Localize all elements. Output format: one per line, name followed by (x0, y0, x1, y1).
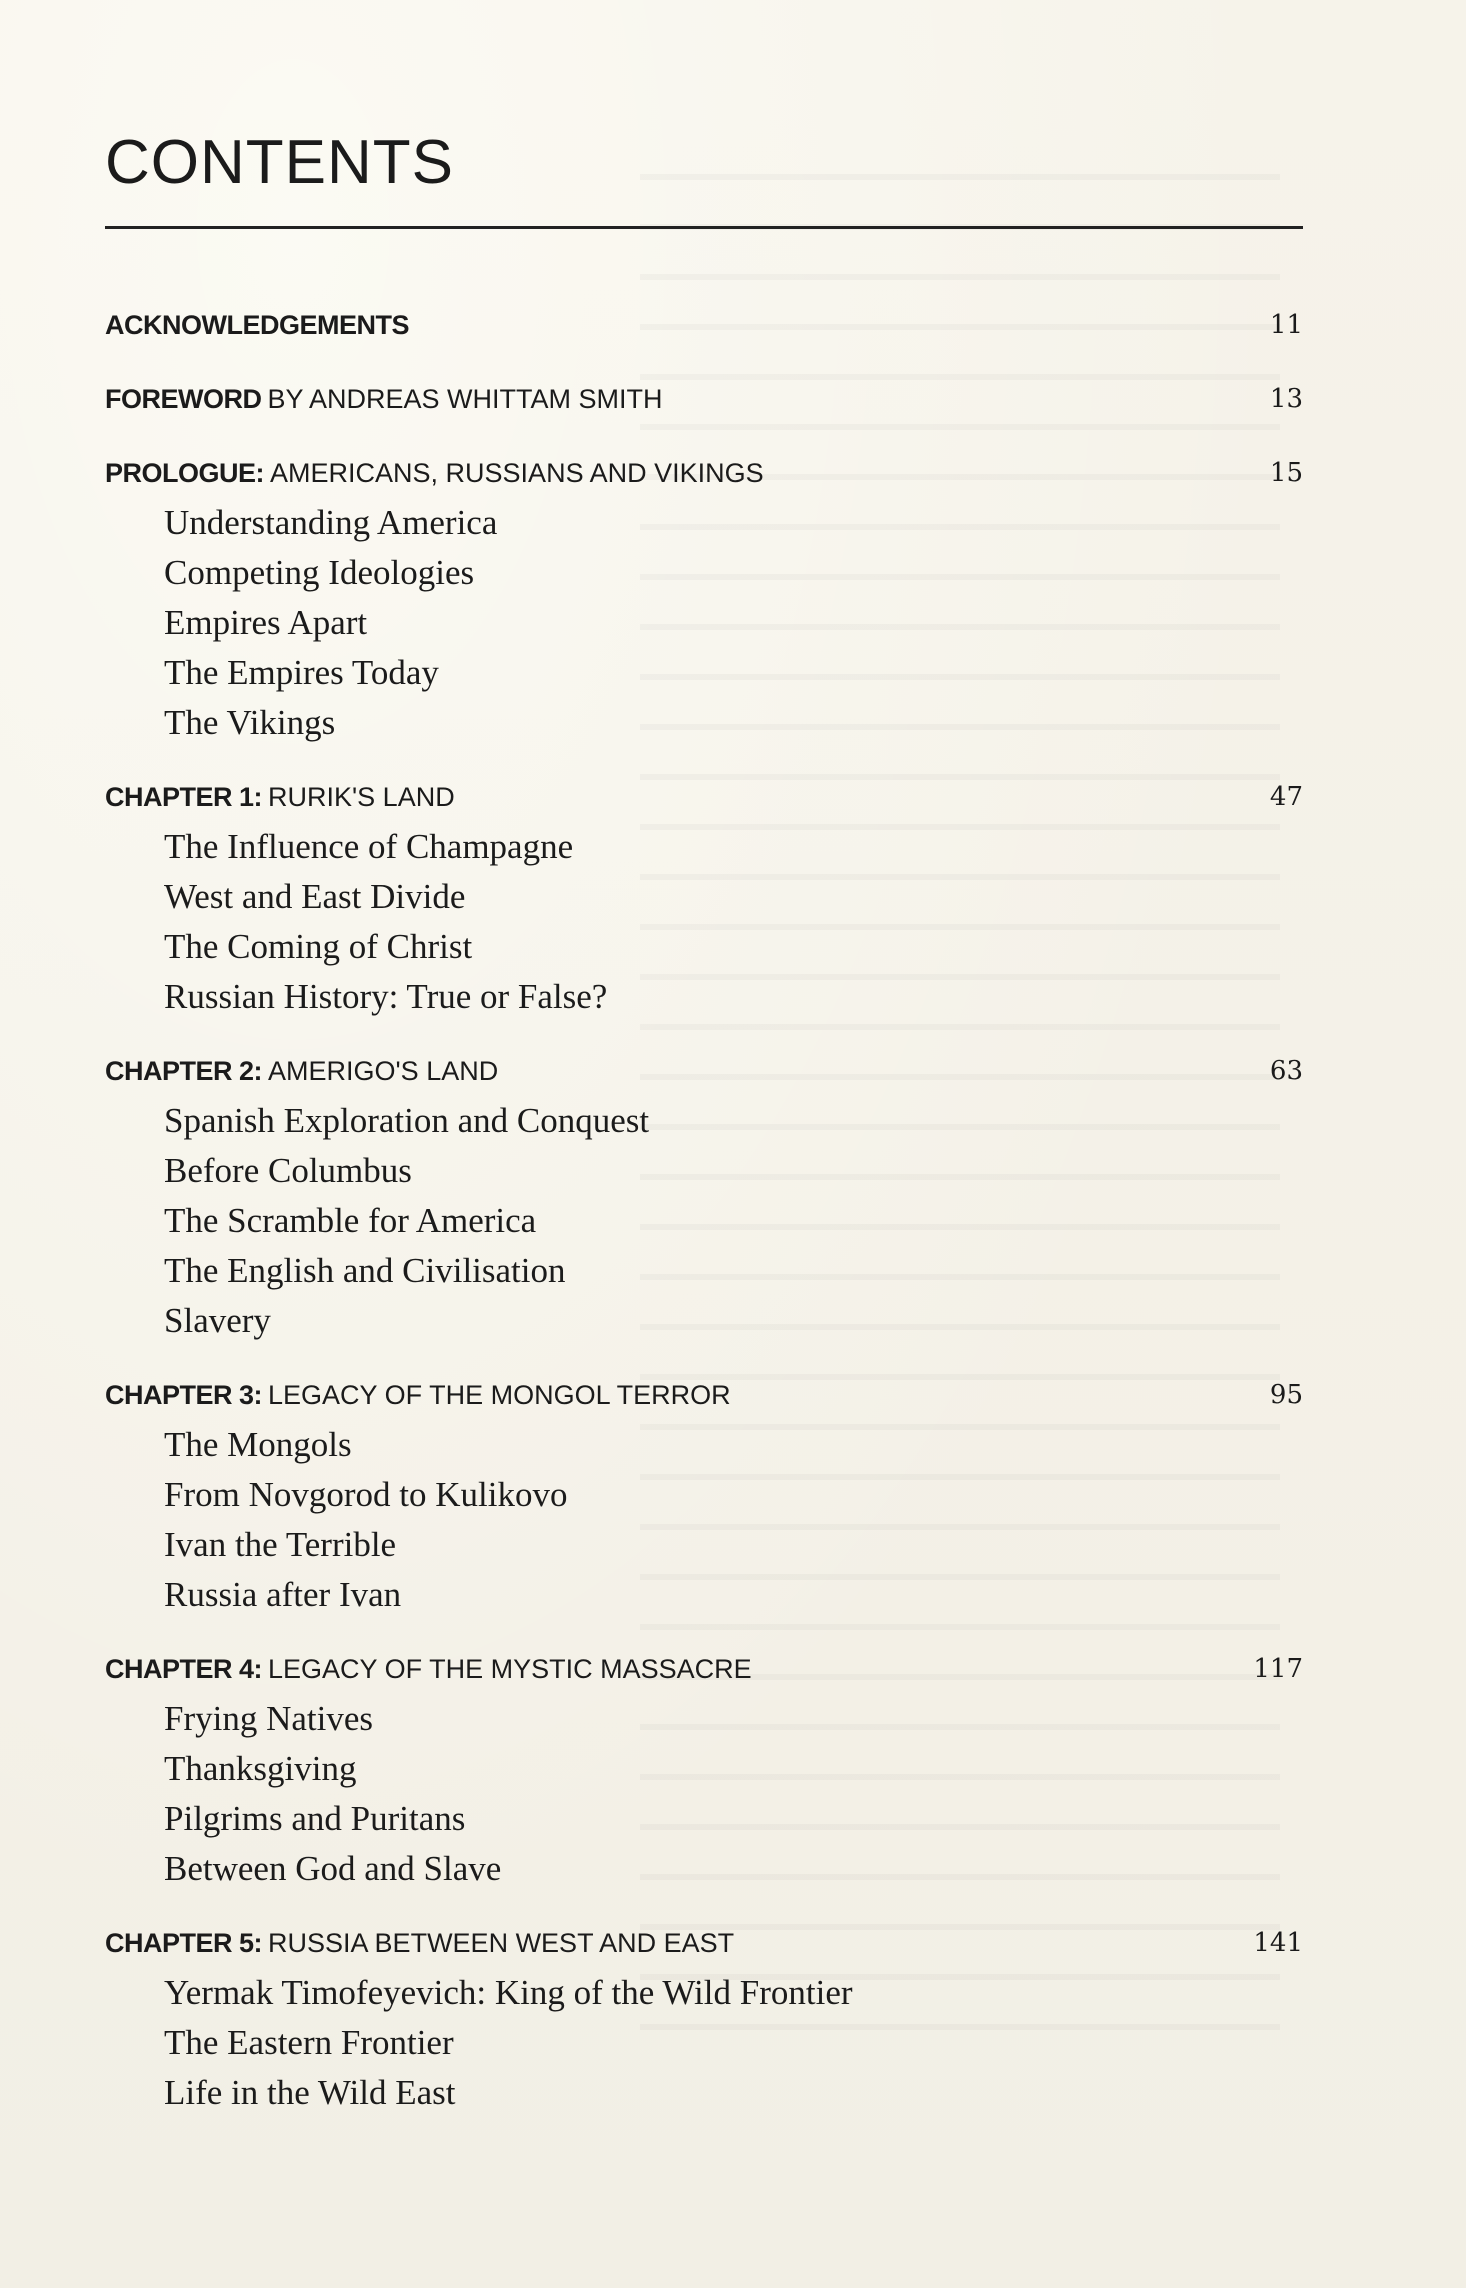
entry-page-number: 141 (1253, 1928, 1303, 1958)
entry-label: CHAPTER 3: (105, 1380, 263, 1410)
section-title: Before Columbus (164, 1151, 412, 1190)
entry-title: RURIK'S LAND (268, 782, 455, 812)
entry-label: ACKNOWLEDGEMENTS (105, 310, 409, 340)
section-title: The Mongols (164, 1425, 352, 1464)
section-title: The Influence of Champagne (164, 827, 574, 866)
entry-title: AMERIGO'S LAND (268, 1056, 499, 1086)
entry-label: FOREWORD (105, 384, 262, 414)
entry-page-number: 117 (1253, 1654, 1303, 1684)
section-title: Slavery (164, 1301, 271, 1340)
section-title: Russian History: True or False? (164, 977, 608, 1016)
entry-label: CHAPTER 5: (105, 1928, 263, 1958)
toc-entry (105, 1918, 1303, 1968)
entry-spacer (105, 424, 1303, 448)
entry-spacer (105, 1346, 1303, 1370)
section-title: Thanksgiving (164, 1749, 357, 1788)
entry-title: BY ANDREAS WHITTAM SMITH (267, 384, 663, 414)
entry-spacer (105, 1022, 1303, 1046)
section-title: Understanding America (164, 503, 498, 542)
toc-entry (105, 300, 1303, 350)
section-title: The Vikings (164, 703, 336, 742)
section-title: Russia after Ivan (164, 1575, 402, 1614)
section-title: From Novgorod to Kulikovo (164, 1475, 568, 1514)
entry-spacer (105, 1620, 1303, 1644)
section-title: Spanish Exploration and Conquest (164, 1101, 650, 1140)
entry-spacer (105, 350, 1303, 374)
toc-entry (105, 772, 1303, 822)
section-title: Competing Ideologies (164, 553, 475, 592)
section-title: The Scramble for America (164, 1201, 537, 1240)
toc-entry (105, 448, 1303, 498)
section-title: Yermak Timofeyevich: King of the Wild Frontier (164, 1973, 853, 2012)
title-rule (105, 226, 1303, 229)
entry-page-number: 95 (1269, 1380, 1303, 1410)
entry-label: CHAPTER 4: (105, 1654, 263, 1684)
section-title: Life in the Wild East (164, 2073, 456, 2112)
page-title: CONTENTS (105, 128, 454, 197)
section-title: Between God and Slave (164, 1849, 502, 1888)
section-title: The Coming of Christ (164, 927, 473, 966)
entry-page-number: 47 (1269, 782, 1303, 812)
entry-spacer (105, 1894, 1303, 1918)
toc-entry (105, 1644, 1303, 1694)
toc-entry (105, 1370, 1303, 1420)
section-title: Ivan the Terrible (164, 1525, 397, 1564)
entry-label: PROLOGUE: (105, 458, 265, 488)
toc-entry (105, 374, 1303, 424)
entry-title: LEGACY OF THE MYSTIC MASSACRE (268, 1654, 752, 1684)
entry-title: AMERICANS, RUSSIANS AND VIKINGS (270, 458, 764, 488)
entry-page-number: 63 (1269, 1056, 1303, 1086)
entry-title: LEGACY OF THE MONGOL TERROR (268, 1380, 731, 1410)
table-of-contents (105, 300, 1303, 2118)
entry-page-number: 15 (1269, 458, 1303, 488)
entry-label: CHAPTER 1: (105, 782, 263, 812)
entry-page-number: 13 (1269, 384, 1303, 414)
section-title: The English and Civilisation (164, 1251, 566, 1290)
entry-title: RUSSIA BETWEEN WEST AND EAST (268, 1928, 735, 1958)
entry-label: CHAPTER 2: (105, 1056, 263, 1086)
entry-spacer (105, 748, 1303, 772)
section-title: West and East Divide (164, 877, 466, 916)
section-title: Pilgrims and Puritans (164, 1799, 466, 1838)
section-title: Frying Natives (164, 1699, 374, 1738)
section-title: The Eastern Frontier (164, 2023, 454, 2062)
section-title: Empires Apart (164, 603, 368, 642)
toc-entry (105, 1046, 1303, 1096)
entry-page-number: 11 (1269, 310, 1303, 340)
section-title: The Empires Today (164, 653, 439, 692)
